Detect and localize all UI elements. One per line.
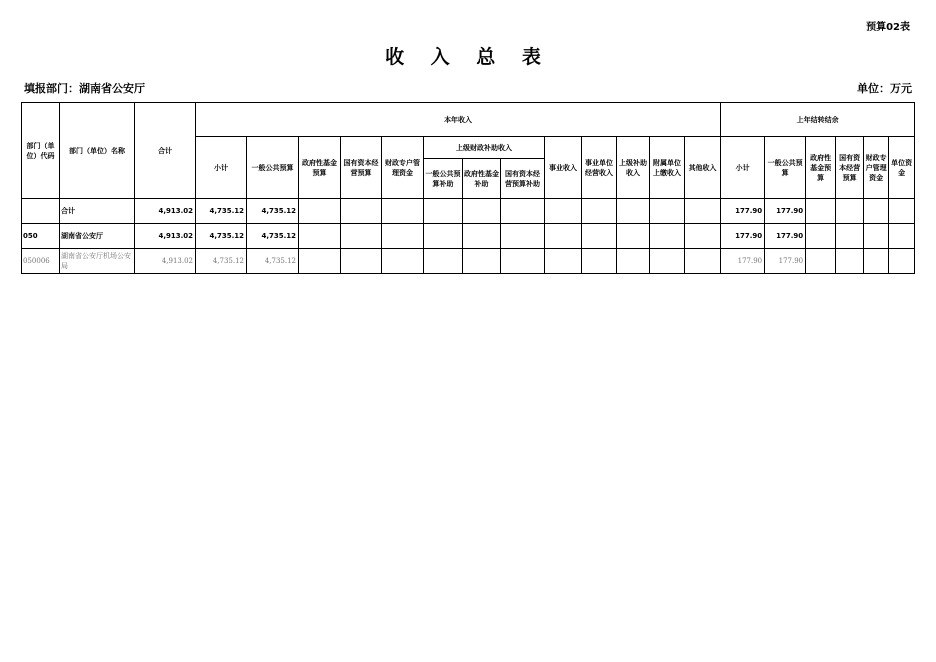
header-other-income: 其他收入 <box>685 137 721 199</box>
cell-general: 4,735.12 <box>247 249 299 274</box>
cell-name: 合计 <box>60 199 135 224</box>
income-summary-table <box>21 102 915 274</box>
form-code: 预算02表 <box>866 22 910 33</box>
header-subtotal: 小计 <box>196 137 247 199</box>
cell-prior-subtotal: 177.90 <box>721 224 765 249</box>
header-upper-grant: 上级补助收入 <box>617 137 650 199</box>
cell-prior-subtotal: 177.90 <box>721 249 765 274</box>
cell-subtotal: 4,735.12 <box>196 249 247 274</box>
cell-subtotal: 4,735.12 <box>196 199 247 224</box>
cell-general: 4,735.12 <box>247 224 299 249</box>
page-title: 收 入 总 表 <box>385 46 551 68</box>
cell-total: 4,913.02 <box>135 224 196 249</box>
cell-subtotal: 4,735.12 <box>196 224 247 249</box>
cell-total: 4,913.02 <box>135 249 196 274</box>
header-dept-name: 部门（单位）名称 <box>60 103 135 199</box>
header-special-fund: 财政专户管理资金 <box>382 137 424 199</box>
header-prior-subtotal: 小计 <box>721 137 765 199</box>
header-business-operating: 事业单位经营收入 <box>582 137 617 199</box>
cell-prior-general: 177.90 <box>765 249 806 274</box>
header-total: 合计 <box>135 103 196 199</box>
header-upper-general: 一般公共预算补助 <box>424 159 463 199</box>
table-row-dept <box>22 224 915 249</box>
cell-prior-subtotal: 177.90 <box>721 199 765 224</box>
header-state-capital-budget: 国有资本经营预算 <box>341 137 382 199</box>
cell-total: 4,913.02 <box>135 199 196 224</box>
cell-prior-general: 177.90 <box>765 224 806 249</box>
cell-name: 湖南省公安厅 <box>60 224 135 249</box>
header-prior-general: 一般公共预算 <box>765 137 806 199</box>
header-upper-gov-fund: 政府性基金补助 <box>463 159 501 199</box>
header-current-income: 本年收入 <box>196 103 721 137</box>
header-general-budget: 一般公共预算 <box>247 137 299 199</box>
header-upper-subsidy: 上级财政补助收入 <box>424 137 545 159</box>
table-row-unit <box>22 249 915 274</box>
cell-code <box>22 199 60 224</box>
header-prior-special-fund: 财政专户管理资金 <box>864 137 889 199</box>
fill-department: 填报部门：湖南省公安厅 <box>24 82 145 95</box>
header-gov-fund-budget: 政府性基金预算 <box>299 137 341 199</box>
cell-general: 4,735.12 <box>247 199 299 224</box>
cell-prior-general: 177.90 <box>765 199 806 224</box>
unit-label: 单位：万元 <box>857 82 912 95</box>
header-affiliated: 附属单位上缴收入 <box>650 137 685 199</box>
cell-code: 050 <box>22 224 60 249</box>
header-prior-state-capital: 国有资本经营预算 <box>836 137 864 199</box>
header-prior-gov-fund: 政府性基金预算 <box>806 137 836 199</box>
header-prior-balance: 上年结转结余 <box>721 103 915 137</box>
cell-code: 050006 <box>22 249 60 274</box>
header-upper-state-capital: 国有资本经营预算补助 <box>501 159 545 199</box>
header-dept-code: 部门（单位）代码 <box>22 103 60 199</box>
header-business-income: 事业收入 <box>545 137 582 199</box>
header-prior-unit-fund: 单位资金 <box>889 137 915 199</box>
cell-name: 湖南省公安厅机场公安局 <box>60 249 135 274</box>
table-row-total <box>22 199 915 224</box>
